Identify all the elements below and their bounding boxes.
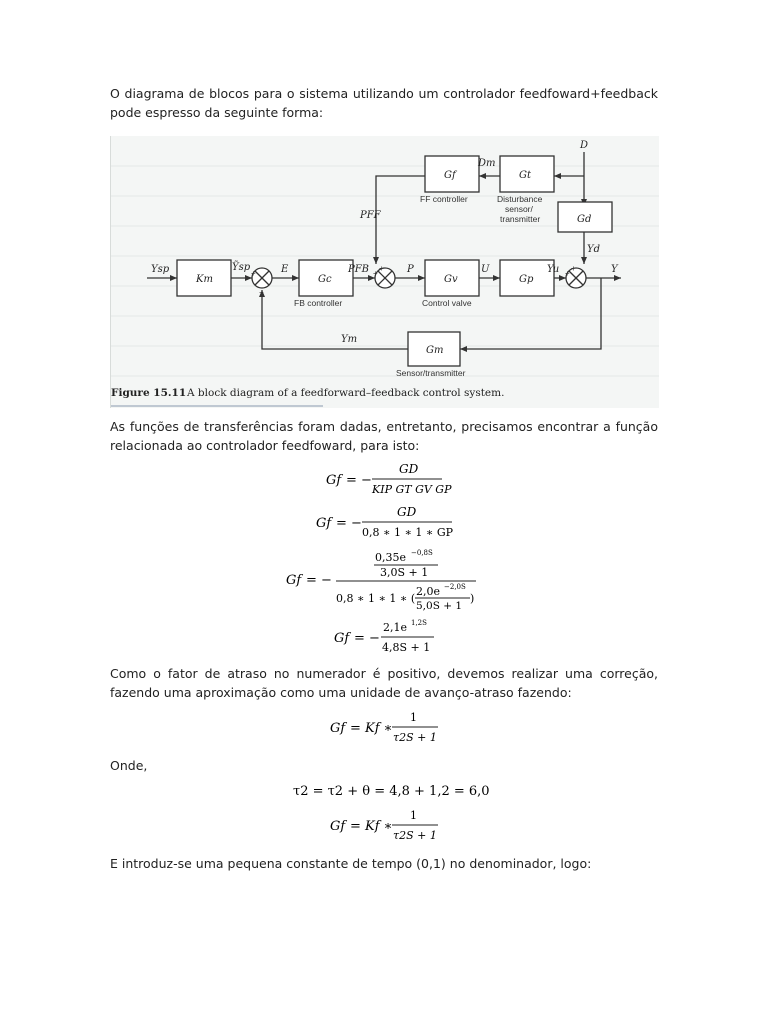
- equation-5: [110, 708, 658, 748]
- eq1-den: KIP GT GV GP: [372, 483, 452, 496]
- signal-p: P: [407, 264, 414, 275]
- signal-pff: PFF: [360, 210, 381, 221]
- eq5-den: τ2S + 1: [393, 731, 437, 744]
- gm-label: Gm: [426, 345, 444, 356]
- eq4-den: 4,8S + 1: [382, 641, 431, 654]
- eq1-num: GD: [399, 462, 419, 476]
- eq1-rel: = −: [346, 473, 372, 488]
- svg-text:+: +: [571, 264, 576, 273]
- gv-label: Gv: [444, 274, 458, 285]
- eq4-rel: = −: [354, 631, 380, 646]
- eq5-rel: = Kf ∗: [350, 721, 393, 736]
- eq7-den: τ2S + 1: [393, 829, 437, 842]
- eq3-num-den: 3,0S + 1: [380, 566, 429, 579]
- svg-text:+: +: [565, 269, 570, 278]
- eq7-lhs: Gf: [330, 819, 346, 834]
- gc-label: Gc: [318, 274, 332, 285]
- block-diagram-figure: [110, 136, 659, 408]
- gf-label: Gf: [444, 170, 456, 181]
- equation-2: [110, 503, 658, 543]
- figure-caption-label: Figure 15.11: [111, 387, 187, 399]
- equation-1: [110, 460, 658, 500]
- eq3-rel: = −: [306, 573, 332, 588]
- signal-dm: Dm: [478, 158, 496, 169]
- signal-ym: Ym: [341, 334, 358, 345]
- control-valve-caption: Control valve: [422, 298, 472, 308]
- svg-text:+: +: [251, 269, 256, 278]
- eq3-num-num: 0,35e: [375, 551, 407, 564]
- fb-controller-caption: FB controller: [294, 298, 343, 308]
- disturbance-caption-1: Disturbance: [497, 194, 543, 204]
- eq4-lhs: Gf: [334, 631, 350, 646]
- eq3-den-prefix: 0,8 ∗ 1 ∗ 1 ∗ (: [336, 592, 416, 605]
- equation-4: [110, 618, 658, 658]
- signal-ysp-tilde: Ỹsp: [232, 262, 251, 273]
- equation-7: [110, 806, 658, 846]
- eq1-lhs: Gf: [326, 473, 342, 488]
- signal-yu: Yu: [547, 264, 560, 275]
- eq3-den-num: 2,0e: [416, 585, 441, 598]
- correction-paragraph: Como o fator de atraso no numerador é positivo, devemos realizar uma correção, fazendo uma aproximação como uma unidade de avanço-atraso fazendo:: [110, 666, 658, 700]
- eq2-rel: = −: [336, 516, 362, 531]
- gt-label: Gt: [519, 170, 532, 181]
- gp-label: Gp: [519, 274, 534, 285]
- signal-e: E: [281, 264, 289, 275]
- eq4-num-exp: 1,2S: [411, 619, 427, 627]
- transfer-function-paragraph: As funções de transferências foram dadas, entretanto, precisamos encontrar a função relacionada ao controlador feedfoward, para isto:: [110, 419, 658, 453]
- eq3-den-suffix: ): [470, 592, 475, 605]
- eq5-lhs: Gf: [330, 721, 346, 736]
- eq4-num: 2,1e: [383, 621, 408, 634]
- intro-paragraph: O diagrama de blocos para o sistema utilizando um controlador feedfoward+feedback pode espresso da seguinte forma:: [110, 86, 658, 120]
- onde-paragraph: Onde,: [110, 758, 148, 773]
- signal-yd: Yd: [587, 244, 601, 255]
- eq2-den: 0,8 ∗ 1 ∗ 1 ∗ GP: [362, 526, 454, 539]
- eq7-rel: = Kf ∗: [350, 819, 393, 834]
- eq3-den-den: 5,0S + 1: [416, 600, 463, 612]
- eq2-num: GD: [397, 505, 417, 519]
- disturbance-caption-2: sensor/: [505, 204, 533, 214]
- equation-3: [110, 546, 658, 612]
- sum-junction-2: [375, 268, 395, 288]
- sensor-transmitter-caption: Sensor/transmitter: [396, 368, 466, 378]
- gd-label: Gd: [577, 214, 592, 225]
- km-label: Km: [196, 274, 213, 285]
- signal-pfb: PFB: [348, 264, 370, 275]
- ff-controller-caption: FF controller: [420, 194, 468, 204]
- disturbance-caption-3: transmitter: [500, 214, 541, 224]
- signal-y: Y: [611, 264, 618, 275]
- figure-caption-text: A block diagram of a feedforward–feedback control system.: [187, 387, 505, 399]
- eq3-num-num-exp: −0,8S: [411, 549, 433, 557]
- equation-6: [110, 778, 658, 804]
- svg-text:+: +: [373, 269, 378, 278]
- eq5-num: 1: [410, 711, 417, 724]
- signal-d: D: [580, 140, 589, 151]
- eq3-lhs: Gf: [286, 573, 302, 588]
- svg-text:−: −: [259, 288, 264, 297]
- svg-text:+: +: [379, 264, 384, 273]
- eq6-text: τ2 = τ2 + θ = 4,8 + 1,2 = 6,0: [293, 784, 490, 799]
- eq2-lhs: Gf: [316, 516, 332, 531]
- eq7-num: 1: [410, 809, 417, 822]
- time-constant-paragraph: E introduz-se uma pequena constante de tempo (0,1) no denominador, logo:: [110, 856, 592, 871]
- signal-ysp: Ysp: [151, 264, 170, 275]
- eq3-den-num-exp: −2,0S: [444, 583, 466, 591]
- signal-u: U: [481, 264, 490, 275]
